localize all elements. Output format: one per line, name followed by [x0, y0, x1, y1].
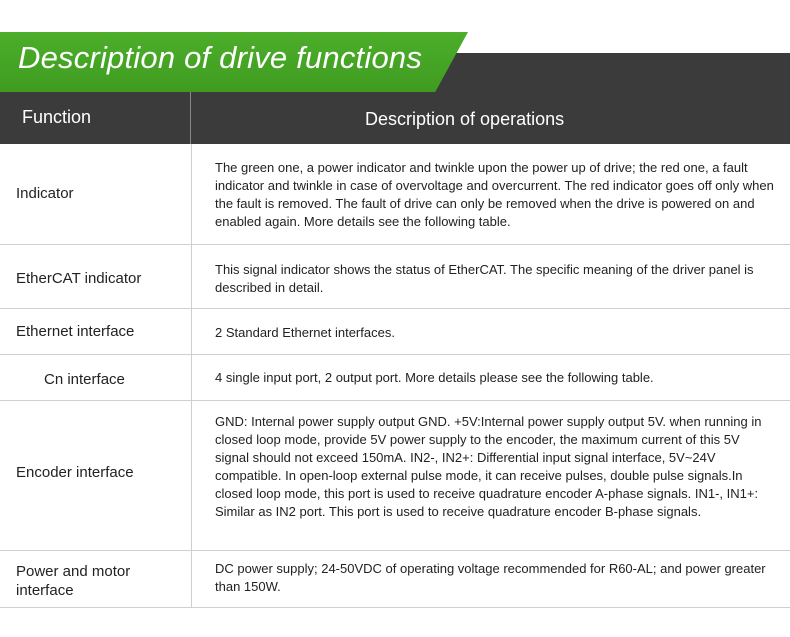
- column-divider: [191, 144, 192, 608]
- page-title: Description of drive functions: [18, 40, 423, 75]
- header-divider: [190, 92, 191, 144]
- row-divider: [0, 400, 790, 401]
- row-function-encoder-interface: Encoder interface: [16, 464, 134, 481]
- row-description-indicator: The green one, a power indicator and twinkle upon the power up of drive; the red one, a fault indicator and twinkle in case of overvoltage and overcurrent. The red indicator goes off only when the fault is removed. The fault of drive can only be removed when the drive is powered on and enabled again. More details see the following table.: [215, 160, 774, 229]
- row-description-cn-interface: 4 single input port, 2 output port. More details please see the following table.: [215, 370, 654, 385]
- row-divider: [0, 607, 790, 608]
- row-function-ethercat-indicator: EtherCAT indicator: [16, 270, 142, 287]
- row-divider: [0, 550, 790, 551]
- banner-dark-band: [430, 53, 790, 92]
- row-function-indicator: Indicator: [16, 185, 74, 202]
- header-function: Function: [22, 107, 92, 127]
- header-description: Description of operations: [365, 109, 565, 129]
- row-function-power-motor-interface: Power and motor interface: [16, 563, 131, 599]
- row-function-ethernet-interface: Ethernet interface: [16, 323, 135, 340]
- row-description-ethercat-indicator: This signal indicator shows the status of EtherCAT. The specific meaning of the driver panel is described in detail.: [215, 262, 754, 295]
- row-description-ethernet-interface: 2 Standard Ethernet interfaces.: [215, 325, 395, 340]
- row-divider: [0, 354, 790, 355]
- row-description-encoder-interface: GND: Internal power supply output GND. +5V:Internal power supply output 5V. when running in closed loop mode, provide 5V power supply to the encoder, the maximum current of this 5V signal should not exceed 150mA. IN2-, IN2+: Differential input signal interface, 5V~24V compatible. In open-loop external pulse mode, it can receive pulses, double pulse signals.In closed loop mode, this port is used to receive quadrature encoder A-phase signals. IN1-, IN1+: Similar as IN2 port. This port is used to receive quadrature encoder B-phase signals.: [215, 414, 762, 519]
- row-description-power-motor-interface: DC power supply; 24-50VDC of operating voltage recommended for R60-AL; and power greater than 150W.: [215, 561, 766, 594]
- row-divider: [0, 244, 790, 245]
- row-divider: [0, 308, 790, 309]
- row-function-cn-interface: Cn interface: [44, 371, 125, 388]
